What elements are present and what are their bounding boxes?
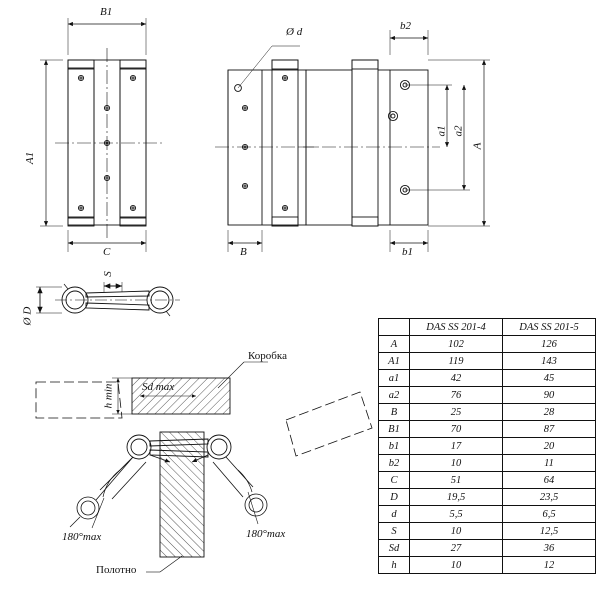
dim-label-b1: b1 xyxy=(402,246,413,258)
row-name: a2 xyxy=(379,387,410,404)
row-name: b1 xyxy=(379,438,410,455)
row-v1: 102 xyxy=(410,336,503,353)
table-row xyxy=(379,438,596,455)
row-v2: 23,5 xyxy=(503,489,596,506)
row-v2: 64 xyxy=(503,472,596,489)
row-name: h xyxy=(379,557,410,574)
dim-label-h-min: h min xyxy=(102,383,115,409)
table-row xyxy=(379,404,596,421)
row-name: B1 xyxy=(379,421,410,438)
dim-label-D: Ø D xyxy=(21,306,34,326)
row-v2: 45 xyxy=(503,370,596,387)
row-v1: 25 xyxy=(410,404,503,421)
row-v1: 27 xyxy=(410,540,503,557)
table-row xyxy=(379,523,596,540)
row-v2: 126 xyxy=(503,336,596,353)
table-row xyxy=(379,421,596,438)
col-head-2: DAS SS 201-5 xyxy=(503,319,596,336)
row-v1: 119 xyxy=(410,353,503,370)
view-top-small xyxy=(36,282,180,316)
row-v1: 17 xyxy=(410,438,503,455)
row-v2: 20 xyxy=(503,438,596,455)
row-v2: 28 xyxy=(503,404,596,421)
table-header-row xyxy=(379,319,596,336)
dim-label-B1: B1 xyxy=(100,6,113,18)
dimensions-right-view xyxy=(228,30,490,252)
col-head-0 xyxy=(379,319,410,336)
table-row xyxy=(379,489,596,506)
row-v2: 12 xyxy=(503,557,596,574)
row-name: d xyxy=(379,506,410,523)
row-v1: 76 xyxy=(410,387,503,404)
row-v1: 10 xyxy=(410,455,503,472)
dim-label-C: C xyxy=(103,246,111,258)
row-v2: 87 xyxy=(503,421,596,438)
row-name: A1 xyxy=(379,353,410,370)
dim-label-A1: A1 xyxy=(24,151,37,165)
row-v1: 5,5 xyxy=(410,506,503,523)
dim-label-S: S xyxy=(101,271,114,277)
table-row xyxy=(379,472,596,489)
label-korobka: Коробка xyxy=(248,350,287,362)
spec-table xyxy=(378,318,596,574)
table-row xyxy=(379,336,596,353)
dim-label-a2: a2 xyxy=(452,125,465,137)
dim-label-d: Ø d xyxy=(286,26,303,38)
table-row xyxy=(379,370,596,387)
table-row xyxy=(379,557,596,574)
label-polotno: Полотно xyxy=(96,564,137,576)
row-v2: 6,5 xyxy=(503,506,596,523)
label-angle-right: 180°max xyxy=(246,528,286,540)
table-row xyxy=(379,506,596,523)
view-front-left xyxy=(55,48,165,240)
row-v1: 10 xyxy=(410,557,503,574)
row-v1: 42 xyxy=(410,370,503,387)
table-row xyxy=(379,387,596,404)
dim-label-b2: b2 xyxy=(400,20,411,32)
row-v2: 36 xyxy=(503,540,596,557)
row-v1: 19,5 xyxy=(410,489,503,506)
row-v1: 51 xyxy=(410,472,503,489)
row-v2: 12,5 xyxy=(503,523,596,540)
row-name: D xyxy=(379,489,410,506)
row-name: A xyxy=(379,336,410,353)
table-row xyxy=(379,455,596,472)
dim-label-A: A xyxy=(471,142,484,150)
dim-label-B: B xyxy=(240,246,247,258)
row-v1: 10 xyxy=(410,523,503,540)
row-v1: 70 xyxy=(410,421,503,438)
row-v2: 11 xyxy=(503,455,596,472)
row-name: S xyxy=(379,523,410,540)
row-name: C xyxy=(379,472,410,489)
row-name: Sd xyxy=(379,540,410,557)
table-body xyxy=(379,336,596,574)
view-front-middle xyxy=(215,60,320,226)
label-angle-left: 180°max xyxy=(62,531,102,543)
table-row xyxy=(379,353,596,370)
row-name: B xyxy=(379,404,410,421)
row-name: a1 xyxy=(379,370,410,387)
dim-label-sd-max: Sd max xyxy=(142,381,175,393)
dim-label-a1: a1 xyxy=(435,125,448,137)
row-name: b2 xyxy=(379,455,410,472)
row-v2: 143 xyxy=(503,353,596,370)
col-head-1: DAS SS 201-4 xyxy=(410,319,503,336)
row-v2: 90 xyxy=(503,387,596,404)
table-row xyxy=(379,540,596,557)
